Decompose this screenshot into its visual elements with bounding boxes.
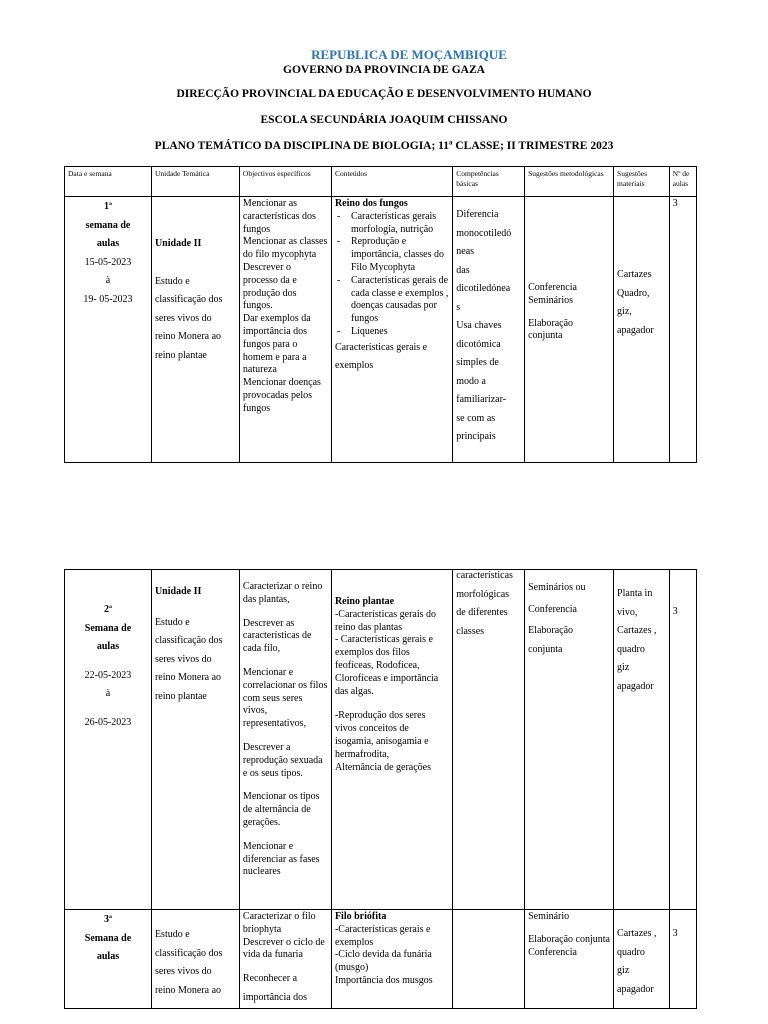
col-materials: Sugestões materiais bbox=[614, 167, 670, 197]
week1-contents: Reino dos fungos - Características gerais morfologia, nutrição - Reprodução e importância, classes do Filo Mycophyta - Características gerais de cada classe e exemplos , doenças causadas por fungos - Líquenes Características gerais e exemplos bbox=[331, 197, 452, 463]
week1-unit: Unidade II Estudo e classificação dos seres vivos do reino Monera ao reino plantae bbox=[151, 197, 239, 463]
week3-date: 3ª Semana de aulas bbox=[65, 910, 152, 1009]
week1-lessons: 3 bbox=[669, 197, 696, 463]
col-objectives: Objectivos específicos bbox=[239, 167, 331, 197]
week2-lessons: 3 bbox=[669, 570, 696, 910]
week3-contents: Filo briófita -Características gerais e exemplos -Ciclo devida da funária (musgo) Importância dos musgos bbox=[331, 910, 452, 1009]
week2-objectives: Caracterizar o reino das plantas, Descrever as características de cada filo, Mencionar e correlacionar os filos com seus seres vivos, representativos, Descrever a reprodução sexuada e os seus tipos. Mencionar os tipos de alternância de gerações. Mencionar e diferenciar as fases nucleares bbox=[239, 570, 331, 910]
week2-methods: Seminários ou Conferencia Elaboração conjunta bbox=[525, 570, 614, 910]
col-date-week: Data e semana bbox=[65, 167, 152, 197]
week3-methods: Seminário Elaboração conjunta Conferencia bbox=[525, 910, 614, 1009]
week1-objectives: Mencionar as características dos fungos Mencionar as classes do filo mycophyta Descrever o processo da e produção dos fungos. Dar exemplos da importância dos fungos para o homem e para a natureza Mencionar doenças provocadas pelos fungos bbox=[239, 197, 331, 463]
week1-materials: Cartazes Quadro, giz, apagador bbox=[614, 197, 670, 463]
week2-date: 2ª Semana de aulas 22-05-2023 à 26-05-2023 bbox=[65, 570, 152, 910]
week2-materials: Planta in vivo, Cartazes , quadro giz apagador bbox=[614, 570, 670, 910]
header-government: GOVERNO DA PROVINCIA DE GAZA bbox=[283, 64, 485, 76]
col-contents: Conteúdos bbox=[331, 167, 452, 197]
week1-methods: Conferencia Seminários Elaboração conjunta bbox=[525, 197, 614, 463]
plan-table-week1 bbox=[64, 166, 697, 463]
col-competencies: Competências básicas bbox=[453, 167, 525, 197]
week2-unit: Unidade II Estudo e classificação dos seres vivos do reino Monera ao reino plantae bbox=[151, 570, 239, 910]
plan-table-week2-3 bbox=[64, 569, 697, 1009]
header-school: ESCOLA SECUNDÁRIA JOAQUIM CHISSANO bbox=[260, 114, 508, 126]
col-lessons: Nº de aulas bbox=[669, 167, 696, 197]
week3-materials: Cartazes , quadro giz apagador bbox=[614, 910, 670, 1009]
week1-competencies: Diferencia monocotiledó neas das dicotiledónea s Usa chaves dicotómica simples de modo a familiarizar- se com as principais bbox=[453, 197, 525, 463]
week3-competencies bbox=[453, 910, 525, 1009]
week2-competencies: características morfológicas de diferentes classes bbox=[453, 570, 525, 910]
week3-unit: Estudo e classificação dos seres vivos do reino Monera ao bbox=[151, 910, 239, 1009]
header-directorate: DIRECÇÃO PROVINCIAL DA EDUCAÇÃO E DESENVOLVIMENTO HUMANO bbox=[176, 88, 592, 100]
week3-objectives: Caracterizar o filo briophyta Descrever o ciclo de vida da funaria Reconhecer a importância dos bbox=[239, 910, 331, 1009]
week3-lessons: 3 bbox=[669, 910, 696, 1009]
header-plan: PLANO TEMÁTICO DA DISCIPLINA DE BIOLOGIA; 11ª CLASSE; II TRIMESTRE 2023 bbox=[154, 140, 614, 152]
week1-content-list: - Características gerais morfologia, nutrição - Reprodução e importância, classes do Filo Mycophyta - Características gerais de cada classe e exemplos , doenças causadas por fungos - Líquenes bbox=[335, 211, 449, 339]
col-methods: Sugestões metodológicas bbox=[525, 167, 614, 197]
header-republic: REPUBLICA DE MOÇAMBIQUE bbox=[311, 47, 507, 62]
col-unit: Unidade Temática bbox=[151, 167, 239, 197]
week1-date: 1ª semana de aulas 15-05-2023 à 19- 05-2023 bbox=[65, 197, 152, 463]
week2-contents: Reino plantae -Características gerais do reino das plantas - Características gerais e exemplos dos filos feofíceas, Rodofícea, Clorofíceas e importância das algas. -Reprodução dos seres vivos conceitos de isogamia, anisogamia e hermafrodita, Alternância de gerações bbox=[331, 570, 452, 910]
